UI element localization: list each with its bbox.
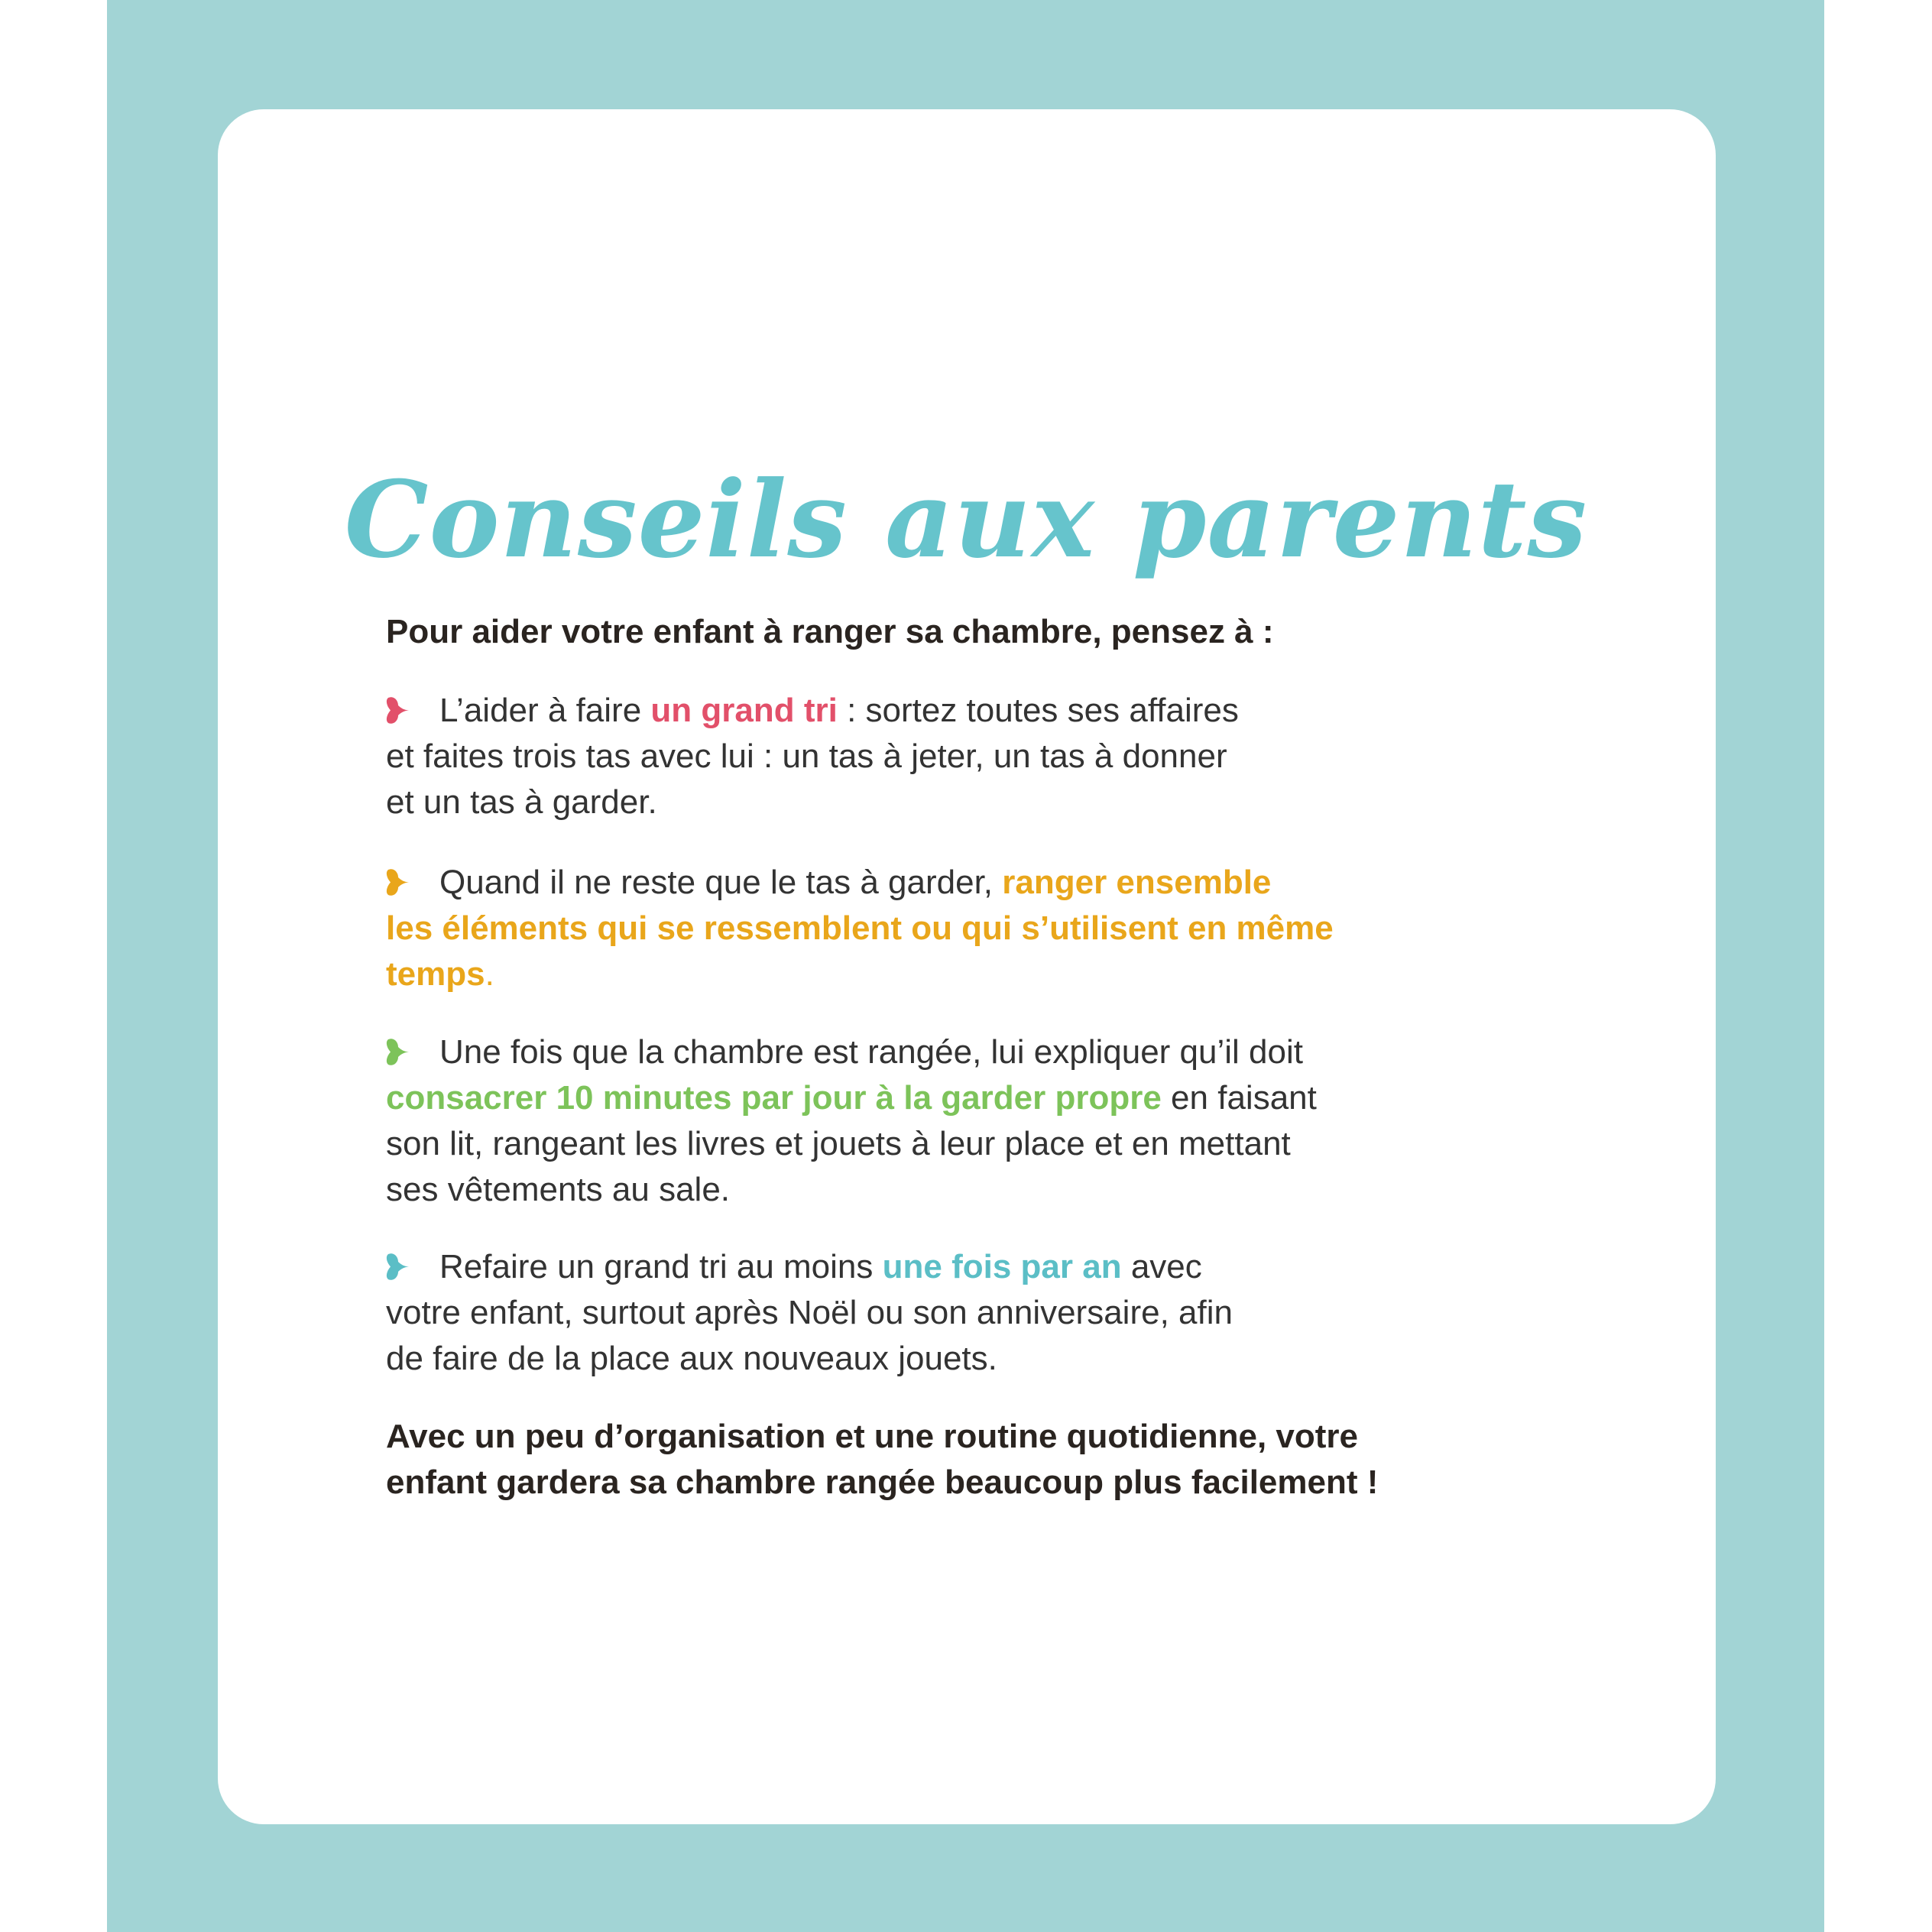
conclusion-line-1: Avec un peu d’organisation et une routine quotidienne, votre	[386, 1418, 1359, 1455]
tip-1-line-3: et un tas à garder.	[386, 783, 657, 821]
intro-line: Pour aider votre enfant à ranger sa chambre, pensez à :	[386, 613, 1274, 650]
page-title: Conseils aux parents	[344, 457, 1588, 582]
tip-4-line-1: Refaire un grand tri au moins une fois par an avec	[386, 1244, 1233, 1290]
conclusion-text	[386, 1414, 1378, 1506]
heart-bullet-icon	[386, 1038, 409, 1066]
tip-2-line-1: Quand il ne reste que le tas à garder, ranger ensemble	[386, 860, 1334, 906]
heart-bullet-icon	[386, 868, 409, 896]
intro-text	[386, 609, 1274, 655]
highlight-10-minutes: consacrer 10 minutes par jour à la garder propre	[386, 1079, 1162, 1117]
tip-3-line-3: son lit, rangeant les livres et jouets à leur place et en mettant	[386, 1125, 1291, 1162]
highlight-ranger-ensemble: ranger ensemble	[1002, 864, 1272, 901]
tip-4	[386, 1244, 1233, 1382]
tip-3	[386, 1029, 1317, 1213]
highlight-une-fois-par-an: une fois par an	[882, 1248, 1122, 1285]
tip-2	[386, 860, 1334, 997]
heart-bullet-icon	[386, 696, 409, 724]
tip-3-line-2: consacrer 10 minutes par jour à la garder propre en faisant	[386, 1079, 1317, 1117]
tip-4-line-3: de faire de la place aux nouveaux jouets.	[386, 1340, 997, 1377]
highlight-grand-tri: un grand tri	[650, 692, 838, 729]
tip-3-line-1: Une fois que la chambre est rangée, lui expliquer qu’il doit	[386, 1029, 1317, 1075]
tip-3-line-4: ses vêtements au sale.	[386, 1171, 731, 1208]
tip-1-line-2: et faites trois tas avec lui : un tas à jeter, un tas à donner	[386, 737, 1227, 775]
tip-2-line-3: temps.	[386, 955, 494, 993]
tip-2-line-2: les éléments qui se ressemblent ou qui s’utilisent en même	[386, 909, 1334, 947]
tip-1-line-1: L’aider à faire un grand tri : sortez toutes ses affaires	[386, 688, 1239, 734]
tip-1	[386, 688, 1239, 825]
conclusion-line-2: enfant gardera sa chambre rangée beaucoup plus facilement !	[386, 1464, 1379, 1501]
tip-4-line-2: votre enfant, surtout après Noël ou son anniversaire, afin	[386, 1294, 1233, 1331]
heart-bullet-icon	[386, 1253, 409, 1281]
